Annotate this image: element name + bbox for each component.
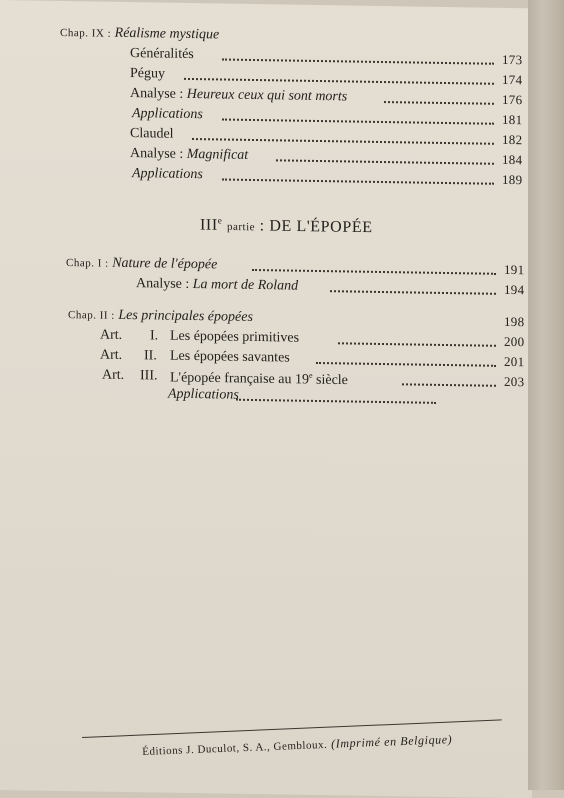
toc-label: Applications — [132, 166, 203, 183]
chap1-prefix: Chap. I : — [66, 257, 109, 270]
chap2-title: Les principales épopées — [118, 307, 253, 325]
toc-label: Péguy — [130, 66, 165, 82]
imprint-publisher: Éditions J. Duculot, S. A., Gembloux. — [142, 738, 328, 758]
leader-dots — [384, 101, 494, 105]
toc-label: Les épopées primitives — [170, 328, 300, 346]
art-label: Art. — [102, 367, 125, 383]
toc-label-tail: siècle — [312, 372, 348, 389]
art-number: III. — [140, 368, 158, 384]
toc-label-prefix: Analyse : — [136, 276, 190, 292]
page-edge — [528, 0, 564, 790]
art-number: I. — [150, 328, 159, 344]
leader-dots — [222, 178, 494, 184]
leader-dots — [338, 342, 496, 346]
part-word: partie — [227, 220, 256, 234]
toc-page: 203 — [504, 373, 525, 390]
leader-dots — [402, 383, 496, 386]
toc-page: 201 — [504, 353, 525, 370]
leader-dots — [222, 118, 494, 124]
toc-label-title: Heureux ceux qui sont morts — [186, 86, 348, 105]
toc-label: Les épopées savantes — [170, 348, 290, 366]
toc-label: Applications — [132, 106, 203, 123]
toc-label-prefix: Analyse : — [130, 86, 184, 102]
toc-page: 173 — [502, 51, 523, 68]
toc-label: Claudel — [130, 126, 174, 142]
toc-page: 194 — [504, 281, 525, 298]
toc-label: L'épopée française au 19 — [170, 370, 309, 388]
chap9-prefix: Chap. IX : — [60, 26, 112, 40]
toc-label-title: Magnificat — [186, 146, 249, 163]
toc-page: 182 — [502, 131, 523, 148]
toc-page: 181 — [502, 111, 523, 128]
art-label: Art. — [100, 347, 123, 363]
toc-page: 189 — [502, 171, 523, 188]
part-numeral-sup: e — [217, 215, 223, 226]
leader-dots — [276, 159, 494, 164]
leader-dots — [192, 138, 494, 145]
toc-page: 184 — [502, 151, 523, 168]
toc-page: 191 — [504, 261, 525, 278]
toc-page: 174 — [502, 71, 523, 88]
part-title: : DE L'ÉPOPÉE — [259, 217, 373, 237]
part-numeral: III — [200, 216, 218, 234]
toc-page: 176 — [502, 91, 523, 108]
leader-dots — [330, 290, 496, 295]
toc-page: 200 — [504, 333, 525, 350]
toc-page: 198 — [504, 313, 525, 330]
toc-label: Applications — [168, 386, 239, 403]
leader-dots — [184, 78, 494, 85]
toc-label-prefix: Analyse : — [130, 146, 184, 162]
leader-dots — [316, 362, 496, 367]
toc-label: Généralités — [130, 46, 194, 63]
chap1-title: Nature de l'épopée — [112, 255, 218, 273]
leader-dots — [222, 58, 494, 64]
leader-dots — [252, 269, 496, 275]
art-number: II. — [144, 348, 157, 364]
toc-label-sup: e — [308, 370, 313, 380]
part-heading — [0, 212, 532, 237]
leader-dots — [236, 399, 436, 404]
art-label: Art. — [100, 327, 123, 343]
imprint-note: (Imprimé en Belgique) — [330, 732, 453, 751]
chap9-title: Réalisme mystique — [114, 25, 220, 43]
toc-label-title: La mort de Roland — [192, 277, 299, 294]
chap2-prefix: Chap. II : — [68, 309, 115, 322]
